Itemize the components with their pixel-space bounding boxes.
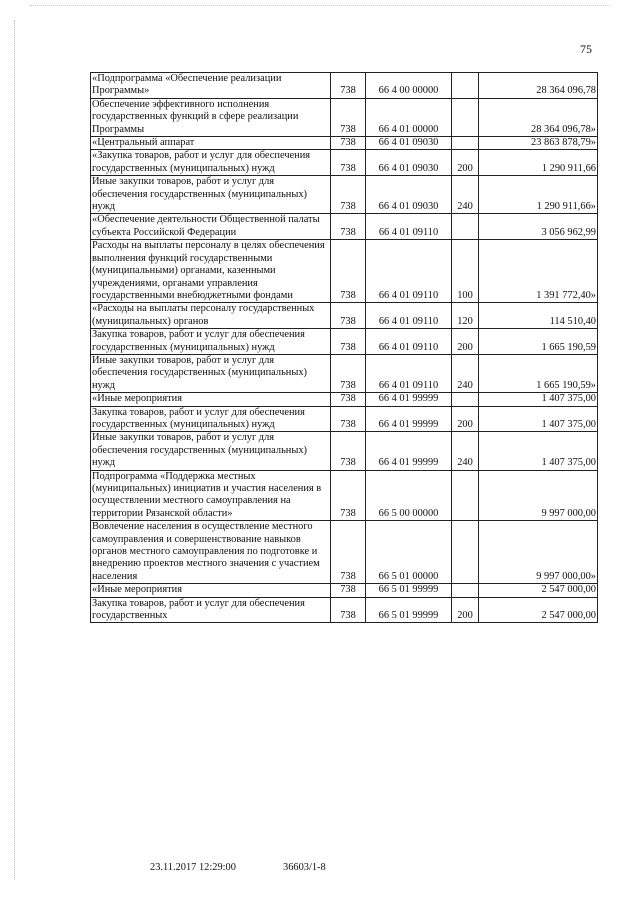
table-row [91, 521, 598, 584]
row-vr-cell [452, 137, 479, 150]
row-vr-cell [452, 98, 479, 136]
footer-doc-code: 36603/1-8 [283, 862, 326, 873]
row-sum-cell: 1 665 190,59» [479, 354, 598, 392]
table-row [91, 470, 598, 521]
row-vr-cell: 240 [452, 176, 479, 214]
table-row [91, 584, 598, 597]
row-sum-cell: 1 391 772,40» [479, 240, 598, 303]
table-row [91, 597, 598, 623]
row-sum-cell: 114 510,40 [479, 303, 598, 329]
row-sum-cell: 23 863 878,79» [479, 137, 598, 150]
row-vr-cell [452, 73, 479, 99]
row-ved-cell: 738 [331, 393, 366, 406]
row-name-cell: Вовлечение населения в осуществление местного самоуправления и совершенствование навыков органов местного самоуправления по подготовке и внедрению проектов местного значения с участием населения [91, 521, 331, 584]
row-ved-cell: 738 [331, 406, 366, 432]
row-ved-cell: 738 [331, 303, 366, 329]
row-vr-cell: 200 [452, 150, 479, 176]
row-name-cell: «Обеспечение деятельности Общественной палаты субъекта Российской Федерации [91, 214, 331, 240]
row-ved-cell: 738 [331, 150, 366, 176]
row-vr-cell [452, 584, 479, 597]
row-sum-cell: 9 997 000,00» [479, 521, 598, 584]
row-ved-cell: 738 [331, 137, 366, 150]
row-vr-cell [452, 521, 479, 584]
row-name-cell: Расходы на выплаты персоналу в целях обеспечения выполнения функций государственными (муниципальными) органами, казенными учреждениями, органами управления государственными внебюджетными фондами [91, 240, 331, 303]
row-vr-cell: 200 [452, 406, 479, 432]
row-sum-cell: 1 407 375,00 [479, 406, 598, 432]
row-csr-cell: 66 4 01 09030 [366, 150, 452, 176]
table-row [91, 73, 598, 99]
row-csr-cell: 66 4 01 09030 [366, 137, 452, 150]
row-sum-cell: 1 290 911,66» [479, 176, 598, 214]
row-ved-cell: 738 [331, 98, 366, 136]
row-name-cell: «Расходы на выплаты персоналу государственных (муниципальных) органов [91, 303, 331, 329]
row-ved-cell: 738 [331, 521, 366, 584]
row-vr-cell [452, 470, 479, 521]
row-csr-cell: 66 4 00 00000 [366, 73, 452, 99]
scan-margin-line [14, 20, 16, 880]
row-name-cell: Иные закупки товаров, работ и услуг для обеспечения государственных (муниципальных) нужд [91, 354, 331, 392]
row-csr-cell: 66 4 01 09110 [366, 303, 452, 329]
row-csr-cell: 66 5 01 00000 [366, 521, 452, 584]
row-name-cell: «Подпрограмма «Обеспечение реализации Программы» [91, 73, 331, 99]
row-csr-cell: 66 5 01 99999 [366, 597, 452, 623]
table-row [91, 240, 598, 303]
table-row [91, 406, 598, 432]
table-row [91, 176, 598, 214]
row-name-cell: «Центральный аппарат [91, 137, 331, 150]
row-name-cell: Иные закупки товаров, работ и услуг для обеспечения государственных (муниципальных) нужд [91, 432, 331, 470]
row-sum-cell: 1 407 375,00 [479, 393, 598, 406]
row-name-cell: Закупка товаров, работ и услуг для обеспечения государственных (муниципальных) нужд [91, 329, 331, 355]
row-ved-cell: 738 [331, 354, 366, 392]
row-name-cell: Подпрограмма «Поддержка местных (муниципальных) инициатив и участия населения в осуществлении местного самоуправления на территории Рязанской области» [91, 470, 331, 521]
row-sum-cell: 28 364 096,78» [479, 98, 598, 136]
row-ved-cell: 738 [331, 176, 366, 214]
row-name-cell: «Иные мероприятия [91, 393, 331, 406]
row-vr-cell: 100 [452, 240, 479, 303]
row-sum-cell: 2 547 000,00 [479, 584, 598, 597]
table-row [91, 137, 598, 150]
row-csr-cell: 66 4 01 99999 [366, 393, 452, 406]
row-sum-cell: 1 407 375,00 [479, 432, 598, 470]
row-ved-cell: 738 [331, 432, 366, 470]
row-name-cell: «Закупка товаров, работ и услуг для обеспечения государственных (муниципальных) нужд [91, 150, 331, 176]
row-csr-cell: 66 5 01 99999 [366, 584, 452, 597]
row-ved-cell: 738 [331, 597, 366, 623]
scan-noise-top [30, 5, 610, 7]
row-ved-cell: 738 [331, 73, 366, 99]
row-sum-cell: 3 056 962,99 [479, 214, 598, 240]
faded-stamp [450, 855, 600, 877]
table-row [91, 354, 598, 392]
row-vr-cell: 200 [452, 329, 479, 355]
table-row [91, 329, 598, 355]
table-row [91, 432, 598, 470]
row-vr-cell: 200 [452, 597, 479, 623]
row-ved-cell: 738 [331, 470, 366, 521]
row-vr-cell [452, 214, 479, 240]
row-name-cell: Закупка товаров, работ и услуг для обеспечения государственных (муниципальных) нужд [91, 406, 331, 432]
row-vr-cell: 240 [452, 432, 479, 470]
row-csr-cell: 66 4 01 09110 [366, 240, 452, 303]
page-number: 75 [580, 42, 592, 56]
row-ved-cell: 738 [331, 329, 366, 355]
row-csr-cell: 66 4 01 09110 [366, 354, 452, 392]
row-csr-cell: 66 4 01 99999 [366, 406, 452, 432]
row-csr-cell: 66 4 01 09110 [366, 214, 452, 240]
footer-timestamp: 23.11.2017 12:29:00 [150, 862, 236, 873]
row-name-cell: Обеспечение эффективного исполнения государственных функций в сфере реализации Программы [91, 98, 331, 136]
budget-table [90, 72, 598, 623]
row-csr-cell: 66 4 01 00000 [366, 98, 452, 136]
table-row [91, 393, 598, 406]
row-csr-cell: 66 4 01 09030 [366, 176, 452, 214]
row-vr-cell: 240 [452, 354, 479, 392]
row-csr-cell: 66 5 00 00000 [366, 470, 452, 521]
row-ved-cell: 738 [331, 240, 366, 303]
row-ved-cell: 738 [331, 214, 366, 240]
row-sum-cell: 2 547 000,00 [479, 597, 598, 623]
row-csr-cell: 66 4 01 99999 [366, 432, 452, 470]
table-row [91, 214, 598, 240]
table-row [91, 98, 598, 136]
budget-table-body [91, 73, 598, 623]
row-ved-cell: 738 [331, 584, 366, 597]
table-row [91, 150, 598, 176]
row-csr-cell: 66 4 01 09110 [366, 329, 452, 355]
row-name-cell: Закупка товаров, работ и услуг для обеспечения государственных [91, 597, 331, 623]
row-vr-cell: 120 [452, 303, 479, 329]
row-sum-cell: 9 997 000,00 [479, 470, 598, 521]
table-row [91, 303, 598, 329]
row-sum-cell: 28 364 096,78 [479, 73, 598, 99]
row-vr-cell [452, 393, 479, 406]
row-sum-cell: 1 290 911,66 [479, 150, 598, 176]
row-name-cell: «Иные мероприятия [91, 584, 331, 597]
row-name-cell: Иные закупки товаров, работ и услуг для обеспечения государственных (муниципальных) нужд [91, 176, 331, 214]
row-sum-cell: 1 665 190,59 [479, 329, 598, 355]
